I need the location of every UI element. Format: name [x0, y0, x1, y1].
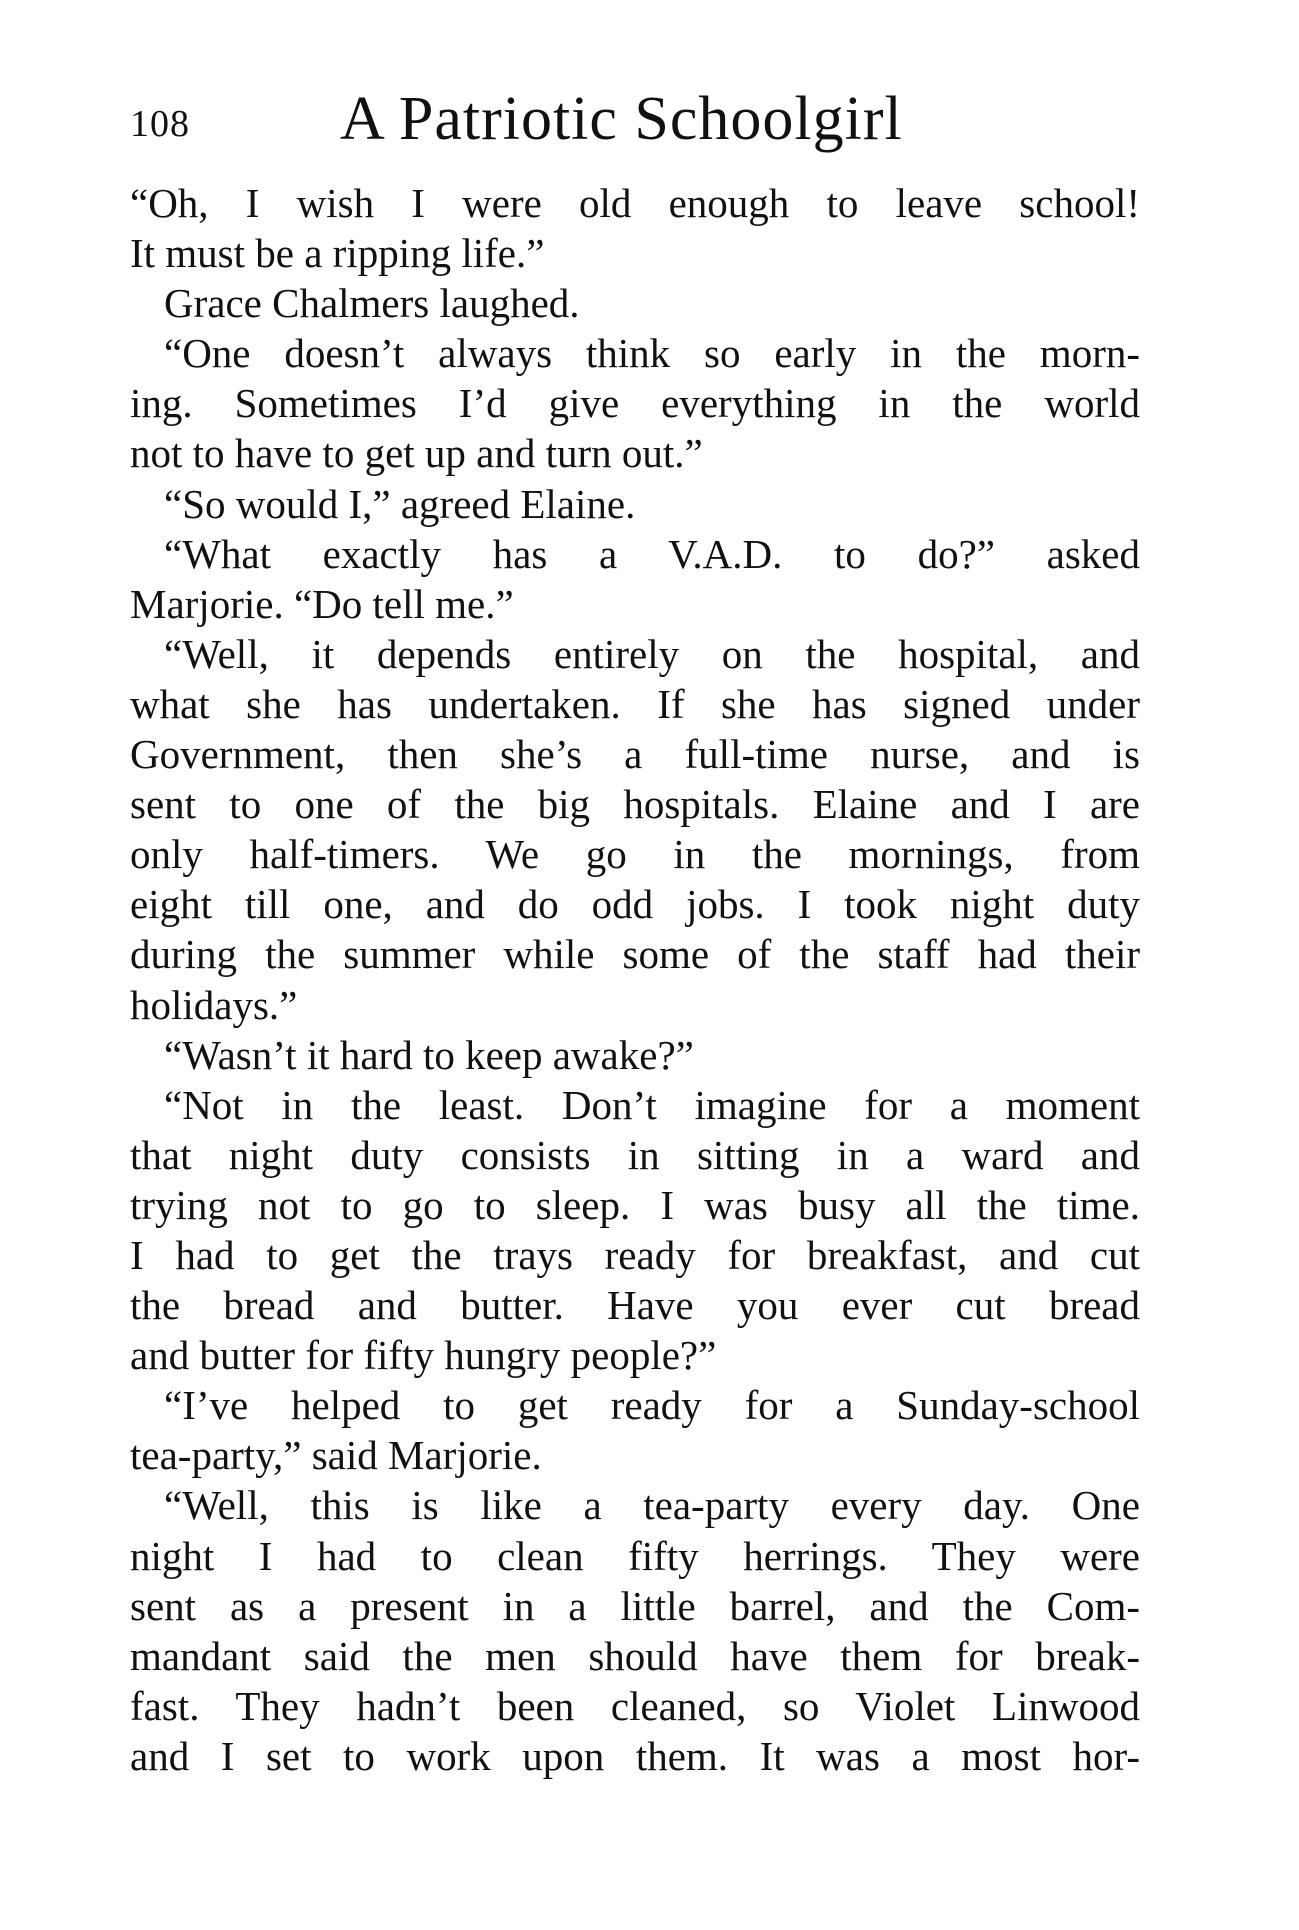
text-line: “So would I,” agreed Elaine.: [164, 480, 636, 527]
text-line: only half-timers. We go in the mornings, from: [130, 831, 1140, 878]
text-line: eight till one, and do odd jobs. I took night duty: [130, 881, 1140, 928]
body-text: [130, 178, 1140, 1781]
text-line: and I set to work upon them. It was a most hor-: [130, 1732, 1140, 1779]
text-line: I had to get the trays ready for breakfast, and cut: [130, 1231, 1140, 1278]
text-line: sent to one of the big hospitals. Elaine and I are: [130, 781, 1140, 828]
text-line: sent as a present in a little barrel, and the Com-: [130, 1582, 1140, 1629]
text-line: “Wasn’t it hard to keep awake?”: [164, 1031, 694, 1078]
text-line: night I had to clean fifty herrings. They were: [130, 1532, 1140, 1579]
text-line: “Oh, I wish I were old enough to leave school!: [130, 180, 1140, 226]
text-line: It must be a ripping life.”: [130, 230, 545, 277]
text-line: Grace Chalmers laughed.: [164, 280, 580, 327]
text-line: during the summer while some of the staff had their: [130, 931, 1140, 978]
text-line: and butter for fifty hungry people?”: [130, 1332, 717, 1379]
text-line: “What exactly has a V.A.D. to do?” asked: [164, 530, 1140, 577]
page-header: [130, 84, 1140, 164]
text-line: not to have to get up and turn out.”: [130, 430, 703, 477]
text-line: Marjorie. “Do tell me.”: [130, 580, 514, 627]
text-line: “Not in the least. Don’t imagine for a moment: [164, 1081, 1140, 1128]
text-line: “Well, it depends entirely on the hospital, and: [164, 630, 1140, 677]
page-number: 108: [130, 103, 190, 145]
text-line: “Well, this is like a tea-party every day. One: [164, 1482, 1140, 1529]
text-line: holidays.”: [130, 981, 298, 1028]
text-line: “One doesn’t always think so early in the morn-: [164, 330, 1140, 377]
running-title: A Patriotic Schoolgirl: [340, 85, 903, 153]
text-line: mandant said the men should have them for break-: [130, 1632, 1140, 1679]
text-line: “I’ve helped to get ready for a Sunday-school: [164, 1382, 1140, 1429]
text-line: tea-party,” said Marjorie.: [130, 1432, 542, 1479]
text-line: Government, then she’s a full-time nurse, and is: [130, 731, 1140, 778]
text-line: what she has undertaken. If she has signed under: [130, 680, 1140, 727]
text-line: trying not to go to sleep. I was busy all the time.: [130, 1181, 1140, 1228]
text-line: ing. Sometimes I’d give everything in the world: [130, 380, 1140, 427]
text-line: fast. They hadn’t been cleaned, so Violet Linwood: [130, 1682, 1140, 1729]
text-line: the bread and butter. Have you ever cut bread: [130, 1282, 1140, 1329]
text-line: that night duty consists in sitting in a ward and: [130, 1131, 1140, 1178]
